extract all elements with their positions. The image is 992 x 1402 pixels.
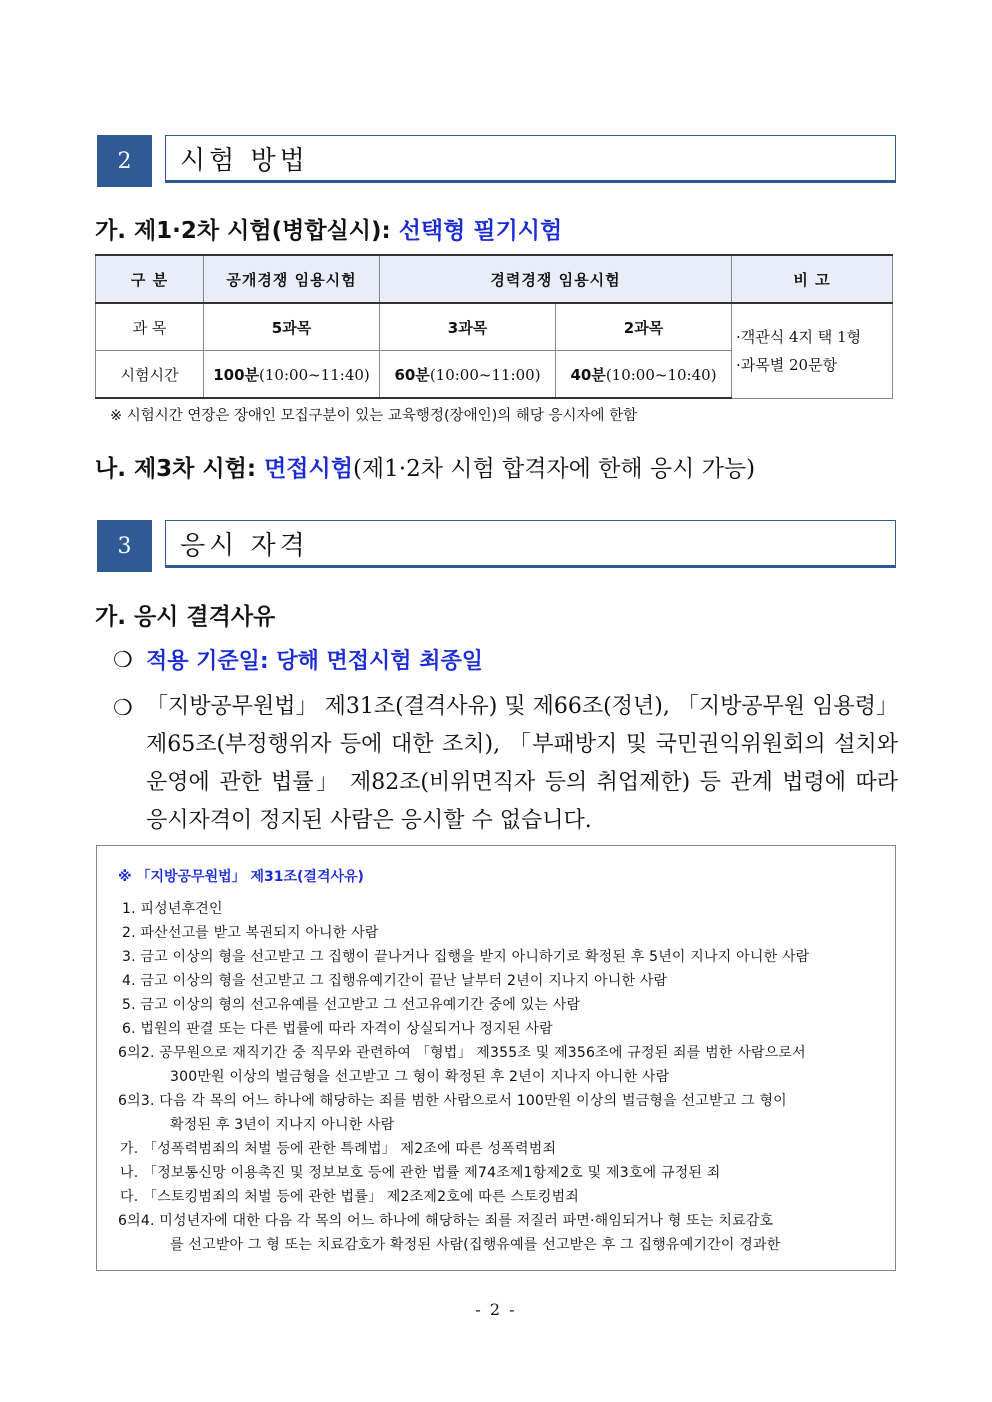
bullet-text-reference-date — [146, 643, 898, 681]
box-line: 다. 「스토킹범죄의 처벌 등에 관한 법률」 제2조제2호에 따른 스토킹범죄 — [120, 1189, 580, 1205]
table-header-row — [96, 255, 893, 303]
cell-career1-time — [380, 351, 556, 399]
heading-interview — [95, 450, 755, 483]
time-duration: 100분 — [213, 365, 260, 384]
box-line: 확정된 후 3년이 지나지 아니한 사람 — [170, 1117, 395, 1133]
heading-highlight: 면접시험 — [264, 456, 353, 482]
box-line: 1. 피성년후견인 — [122, 901, 223, 917]
section-2-header — [97, 135, 896, 187]
time-range: (10:00~11:00) — [429, 365, 541, 384]
cell-open-subjects: 5과목 — [204, 303, 380, 351]
box-line: 5. 금고 이상의 형의 선고유예를 선고받고 그 선고유예기간 중에 있는 사람 — [122, 997, 581, 1013]
heading-rest: (제1·2차 시험 합격자에 한해 응시 가능) — [352, 456, 756, 482]
section-title: 응시 자격 — [165, 520, 896, 568]
section-3-header — [97, 520, 896, 572]
note-line: ·과목별 20문항 — [736, 355, 838, 374]
time-duration: 40분 — [570, 365, 606, 384]
bullet-text-laws: 「지방공무원법」 제31조(결격사유) 및 제66조(정년), 「지방공무원 임용령」 제65조(부정행위자 등에 대한 조치), 「부패방지 및 국민권익위원회의 설치와 운영에 관한 법률」 제82조(비위면직자 등의 취업제한) 등 관계 법령에 따라 응시자격이 정지된 사람은 응시할 수 없습니다. — [146, 694, 898, 833]
box-line: 6의4. 미성년자에 대한 다음 각 목의 어느 하나에 해당하는 죄를 저질러 파면·해임되거나 형 또는 치료감호 — [118, 1213, 774, 1229]
box-line: 나. 「정보통신망 이용촉진 및 정보보호 등에 관한 법률 제74조제1항제2호 및 제3호에 규정된 죄 — [120, 1165, 721, 1181]
header-open: 공개경쟁 임용시험 — [204, 255, 380, 303]
cell-label: 과 목 — [96, 303, 204, 351]
heading-highlight: 선택형 필기시험 — [398, 218, 563, 244]
section-title: 시험 방법 — [165, 135, 896, 183]
table-row-subjects — [96, 303, 893, 351]
section-number: 3 — [97, 520, 152, 572]
box-line: 2. 파산선고를 받고 복권되지 아니한 사람 — [122, 925, 379, 941]
box-line: 3. 금고 이상의 형을 선고받고 그 집행이 끝나거나 집행을 받지 아니하기로 확정된 후 5년이 지나지 아니한 사람 — [122, 949, 810, 965]
page-number: - 2 - — [475, 1300, 517, 1319]
heading-written-exam — [95, 212, 562, 245]
box-title: ※ 「지방공무원법」 제31조(결격사유) — [118, 869, 364, 885]
time-duration: 60분 — [394, 365, 430, 384]
cell-career2-time — [556, 351, 732, 399]
heading-label: 가. 제1·2차 시험(병합실시): — [95, 218, 399, 244]
table-footnote: ※ 시험시간 연장은 장애인 모집구분이 있는 교육행정(장애인)의 해당 응시자에 한함 — [110, 408, 638, 424]
heading-disqualification: 가. 응시 결격사유 — [95, 604, 276, 630]
heading-label: 나. 제3차 시험: — [95, 456, 265, 482]
box-line: 300만원 이상의 벌금형을 선고받고 그 형이 확정된 후 2년이 지나지 아니한 사람 — [170, 1069, 670, 1085]
time-range: (10:00~10:40) — [605, 365, 717, 384]
header-gubun: 구 분 — [96, 255, 204, 303]
time-range: (10:00~11:40) — [259, 365, 370, 384]
cell-career1-subjects: 3과목 — [380, 303, 556, 351]
cell-open-time — [204, 351, 380, 399]
bullet-highlight: 적용 기준일: 당해 면접시험 최종일 — [146, 649, 483, 674]
note-line: ·객관식 4지 택 1형 — [736, 327, 862, 346]
cell-label: 시험시간 — [96, 351, 204, 399]
cell-note — [732, 303, 893, 398]
cell-career2-subjects: 2과목 — [556, 303, 732, 351]
box-line: 6의2. 공무원으로 재직기간 중 직무와 관련하여 「형법」 제355조 및 제356조에 규정된 죄를 범한 사람으로서 — [118, 1045, 806, 1061]
box-line: 4. 금고 이상의 형을 선고받고 그 집행유예기간이 끝난 날부터 2년이 지나지 아니한 사람 — [122, 973, 668, 989]
box-line: 6의3. 다음 각 목의 어느 하나에 해당하는 죄를 범한 사람으로서 100만원 이상의 벌금형을 선고받고 그 형이 — [118, 1093, 787, 1109]
box-line: 6. 법원의 판결 또는 다른 법률에 따라 자격이 상실되거나 정지된 사람 — [122, 1021, 553, 1037]
exam-table — [95, 254, 893, 399]
header-bigo: 비 고 — [732, 255, 893, 303]
bullet-icon: ❍ — [113, 648, 133, 673]
header-career: 경력경쟁 임용시험 — [380, 255, 732, 303]
bullet-icon: ❍ — [113, 696, 133, 721]
section-number: 2 — [97, 135, 152, 187]
box-line: 를 선고받아 그 형 또는 치료감호가 확정된 사람(집행유예를 선고받은 후 그 집행유예기간이 경과한 — [170, 1237, 781, 1253]
box-line: 가. 「성폭력범죄의 처벌 등에 관한 특례법」 제2조에 따른 성폭력범죄 — [120, 1141, 557, 1157]
